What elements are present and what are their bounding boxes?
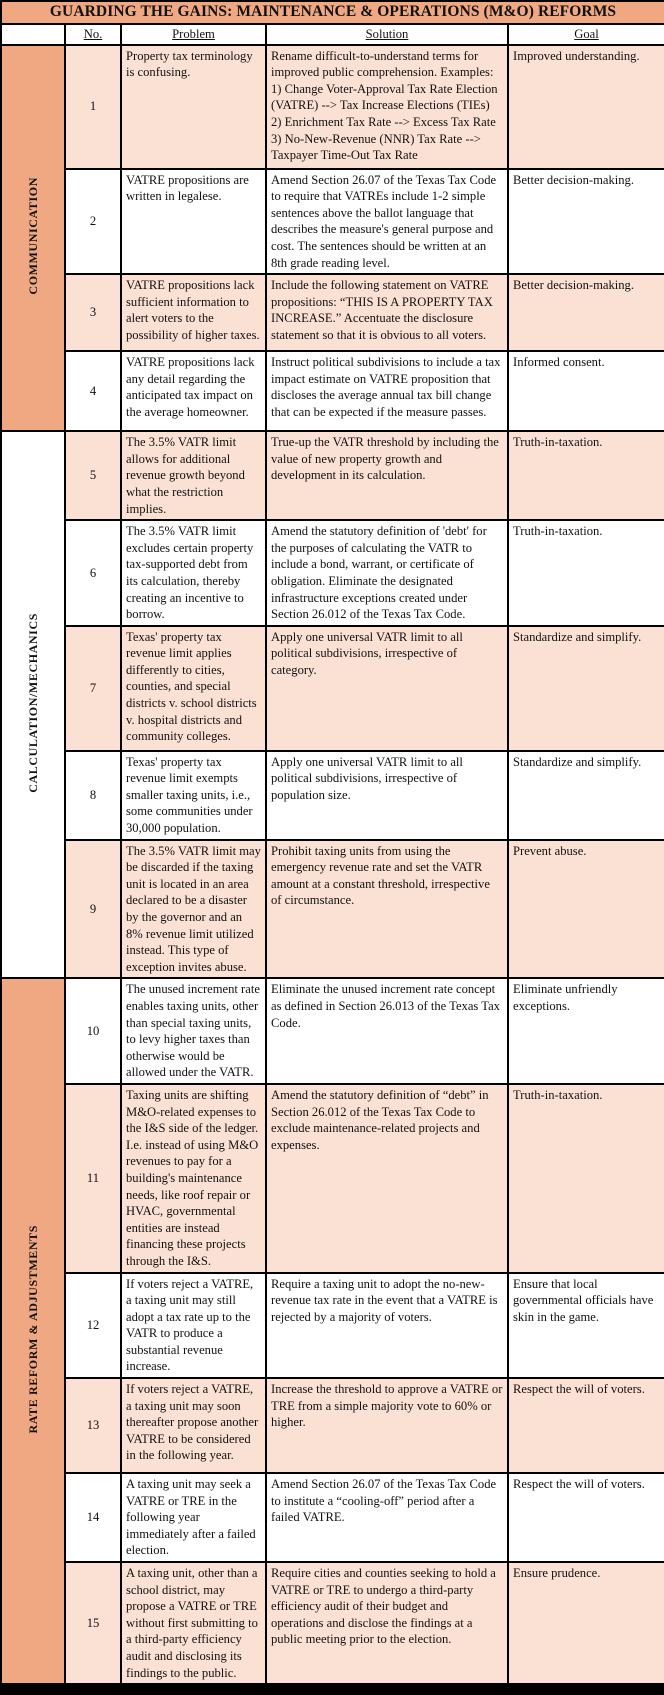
solution-cell: Eliminate the unused increment rate concept as defined in Section 26.013 of the Texas Tax Code. — [266, 978, 508, 1084]
solution-cell: Require cities and counties seeking to hold a VATRE or TRE to undergo a third-party efficiency audit of their budget and operations and disclose the findings at a public meeting prior to the election. — [266, 1562, 508, 1684]
problem-cell: Taxing units are shifting M&O-related expenses to the I&S side of the ledger. I.e. instead of using M&O revenues to pay for a building's maintenance needs, like roof repair or HVAC, governmental entities are instead financing these projects through the I&S. — [121, 1084, 266, 1273]
goal-cell: Better decision-making. — [508, 169, 664, 275]
solution-line: Rename difficult-to-understand terms for improved public comprehension. Examples: — [271, 48, 494, 80]
solution-line: 1) Change Voter-Approval Tax Rate Election (VATRE) --> Tax Increase Elections (TIEs) — [271, 81, 498, 113]
goal-cell: Truth-in-taxation. — [508, 520, 664, 626]
row-number: 7 — [65, 626, 121, 751]
problem-cell: Texas' property tax revenue limit applies differently to cities, counties, and special districts v. school districts v. hospital districts and community colleges. — [121, 626, 266, 751]
problem-cell: The 3.5% VATR limit excludes certain property tax-supported debt from its calculation, thereby creating an incentive to borrow. — [121, 520, 266, 626]
solution-cell: Amend the statutory definition of 'debt' for the purposes of calculating the VATR to include a bond, warrant, or certificate of obligation. Eliminate the designated infrastructure exceptions created under Section 26.012 of the Texas Tax Code. — [266, 520, 508, 626]
problem-cell: Property tax terminology is confusing. — [121, 45, 266, 169]
goal-cell: Standardize and simplify. — [508, 626, 664, 751]
row-number: 2 — [65, 169, 121, 275]
problem-cell: A taxing unit may seek a VATRE or TRE in the following year immediately after a failed election. — [121, 1473, 266, 1562]
goal-cell: Eliminate unfriendly exceptions. — [508, 978, 664, 1084]
row-number: 4 — [65, 351, 121, 431]
category-label: CALCULATION/MECHANICS — [26, 612, 40, 793]
solution-cell: Require a taxing unit to adopt the no-new-revenue tax rate in the event that a VATRE is rejected by a majority of voters. — [266, 1273, 508, 1379]
solution-cell: Amend the statutory definition of “debt” in Section 26.012 of the Texas Tax Code to exclude maintenance-related projects and expenses. — [266, 1084, 508, 1273]
table-row — [1, 431, 664, 520]
problem-cell: VATRE propositions are written in legalese. — [121, 169, 266, 275]
category-rate-reform-adjustments — [1, 978, 65, 1684]
solution-cell: Include the following statement on VATRE propositions: “THIS IS A PROPERTY TAX INCREASE.” Accentuate the disclosure statement so that it is obvious to all voters. — [266, 274, 508, 351]
row-number: 5 — [65, 431, 121, 520]
solution-cell — [266, 45, 508, 169]
solution-cell: Apply one universal VATR limit to all political subdivisions, irrespective of category. — [266, 626, 508, 751]
table-row — [1, 1378, 664, 1473]
category-calculation-mechanics — [1, 431, 65, 978]
table-row — [1, 626, 664, 751]
solution-cell: Increase the threshold to approve a VATRE or TRE from a simple majority vote to 60% or higher. — [266, 1378, 508, 1473]
table-row — [1, 45, 664, 169]
problem-cell: If voters reject a VATRE, a taxing unit may soon thereafter propose another VATRE to be considered in the following year. — [121, 1378, 266, 1473]
table-row — [1, 978, 664, 1084]
table-row — [1, 1084, 664, 1273]
solution-cell: True-up the VATR threshold by including the value of new property growth and development in its calculation. — [266, 431, 508, 520]
row-number: 1 — [65, 45, 121, 169]
column-header-goal: Goal — [508, 24, 664, 45]
row-number: 15 — [65, 1562, 121, 1684]
row-number: 3 — [65, 274, 121, 351]
problem-cell: If voters reject a VATRE, a taxing unit may still adopt a tax rate up to the VATR to produce a substantial revenue increase. — [121, 1273, 266, 1379]
problem-cell: Texas' property tax revenue limit exempts smaller taxing units, i.e., some communities under 30,000 population. — [121, 751, 266, 840]
category-header — [1, 24, 65, 45]
problem-cell: The 3.5% VATR limit allows for additional revenue growth beyond what the restriction implies. — [121, 431, 266, 520]
solution-cell: Amend Section 26.07 of the Texas Tax Code to require that VATREs include 1-2 simple sentences above the ballot language that describes the measure's general purpose and cost. The sentences should be written at an 8th grade reading level. — [266, 169, 508, 275]
problem-cell: The 3.5% VATR limit may be discarded if the taxing unit is located in an area declared to be a disaster by the governor and an 8% revenue limit utilized instead. This type of exception invites abuse. — [121, 840, 266, 979]
goal-cell: Better decision-making. — [508, 274, 664, 351]
table-row — [1, 751, 664, 840]
column-header-no: No. — [65, 24, 121, 45]
goal-cell: Respect the will of voters. — [508, 1473, 664, 1562]
solution-cell: Instruct political subdivisions to include a tax impact estimate on VATRE proposition that discloses the average annual tax bill change that can be expected if the measure passes. — [266, 351, 508, 431]
column-header-solution: Solution — [266, 24, 508, 45]
table-row — [1, 169, 664, 275]
goal-cell: Standardize and simplify. — [508, 751, 664, 840]
table-row — [1, 520, 664, 626]
problem-cell: The unused increment rate enables taxing units, other than special taxing units, to levy higher taxes than otherwise would be allowed under the VATR. — [121, 978, 266, 1084]
row-number: 13 — [65, 1378, 121, 1473]
row-number: 11 — [65, 1084, 121, 1273]
row-number: 6 — [65, 520, 121, 626]
table-row — [1, 351, 664, 431]
category-label: RATE REFORM & ADJUSTMENTS — [26, 1224, 40, 1434]
goal-cell: Informed consent. — [508, 351, 664, 431]
row-number: 9 — [65, 840, 121, 979]
solution-line: 3) No-New-Revenue (NNR) Tax Rate --> Taxpayer Time-Out Tax Rate — [271, 131, 481, 163]
goal-cell: Truth-in-taxation. — [508, 1084, 664, 1273]
table-row — [1, 1273, 664, 1379]
solution-cell: Amend Section 26.07 of the Texas Tax Code to institute a “cooling-off” period after a failed VATRE. — [266, 1473, 508, 1562]
table-row — [1, 840, 664, 979]
goal-cell: Prevent abuse. — [508, 840, 664, 979]
table-title: GUARDING THE GAINS: MAINTENANCE & OPERATIONS (M&O) REFORMS — [1, 1, 664, 24]
table-row — [1, 274, 664, 351]
goal-cell: Ensure prudence. — [508, 1562, 664, 1684]
category-communication — [1, 45, 65, 432]
problem-cell: VATRE propositions lack any detail regarding the anticipated tax impact on the average homeowner. — [121, 351, 266, 431]
goal-cell: Improved understanding. — [508, 45, 664, 169]
solution-cell: Prohibit taxing units from using the emergency revenue rate and set the VATR amount at a constant threshold, irrespective of circumstance. — [266, 840, 508, 979]
goal-cell: Respect the will of voters. — [508, 1378, 664, 1473]
problem-cell: A taxing unit, other than a school district, may propose a VATRE or TRE without first submitting to a third-party efficiency audit and disclosing its findings to the public. — [121, 1562, 266, 1684]
table-row — [1, 1562, 664, 1684]
column-header-problem: Problem — [121, 24, 266, 45]
row-number: 14 — [65, 1473, 121, 1562]
category-label: COMMUNICATION — [26, 176, 40, 295]
row-number: 10 — [65, 978, 121, 1084]
goal-cell: Truth-in-taxation. — [508, 431, 664, 520]
table-row — [1, 1473, 664, 1562]
solution-line: 2) Enrichment Tax Rate --> Excess Tax Rate — [271, 114, 496, 129]
goal-cell: Ensure that local governmental officials have skin in the game. — [508, 1273, 664, 1379]
row-number: 12 — [65, 1273, 121, 1379]
row-number: 8 — [65, 751, 121, 840]
problem-cell: VATRE propositions lack sufficient information to alert voters to the possibility of higher taxes. — [121, 274, 266, 351]
solution-cell: Apply one universal VATR limit to all political subdivisions, irrespective of population size. — [266, 751, 508, 840]
